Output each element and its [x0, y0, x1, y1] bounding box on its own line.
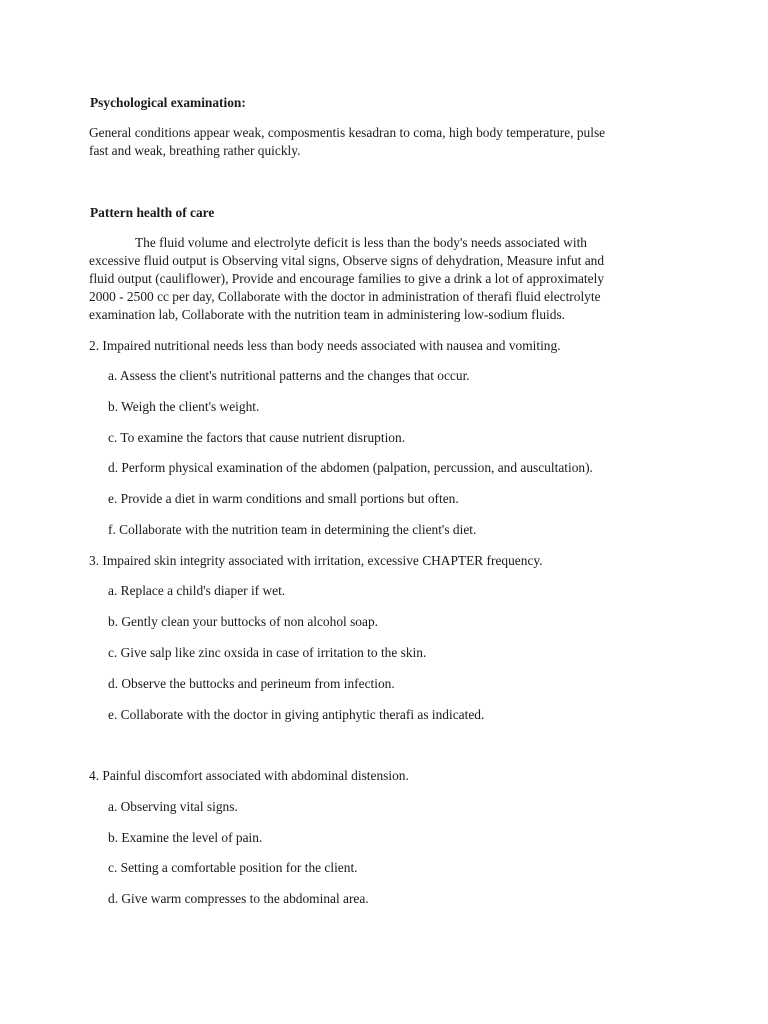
body-text-line: General conditions appear weak, composmentis kesadran to coma, high body temperature, pulse	[89, 125, 606, 140]
list-item: d. Observe the buttocks and perineum from infection.	[108, 676, 395, 691]
list-item: c. To examine the factors that cause nutrient disruption.	[108, 430, 406, 445]
list-item: e. Provide a diet in warm conditions and small portions but often.	[108, 491, 459, 506]
section-heading-psychological: Psychological examination:	[90, 95, 246, 110]
list-item: c. Give salp like zinc oxsida in case of irritation to the skin.	[108, 645, 427, 660]
list-item: a. Assess the client's nutritional patterns and the changes that occur.	[108, 368, 470, 383]
list-item: c. Setting a comfortable position for the client.	[108, 860, 358, 875]
body-text-line: The fluid volume and electrolyte deficit is less than the body's needs associated with	[135, 235, 587, 250]
body-text-line: fluid output (cauliflower), Provide and encourage families to give a drink a lot of approximately	[89, 271, 605, 286]
numbered-item-title: 4. Painful discomfort associated with abdominal distension.	[89, 768, 409, 783]
body-text-line: excessive fluid output is Observing vital signs, Observe signs of dehydration, Measure infut and	[89, 253, 605, 268]
list-item: a. Replace a child's diaper if wet.	[108, 583, 286, 598]
numbered-item-title: 2. Impaired nutritional needs less than body needs associated with nausea and vomiting.	[89, 338, 561, 353]
list-item: f. Collaborate with the nutrition team in determining the client's diet.	[108, 522, 477, 537]
body-text-line: 2000 - 2500 cc per day, Collaborate with the doctor in administration of therafi fluid electrolyte	[89, 289, 601, 304]
body-text-line: fast and weak, breathing rather quickly.	[89, 143, 301, 158]
body-text-line: examination lab, Collaborate with the nutrition team in administering low-sodium fluids.	[89, 307, 566, 322]
numbered-item-title: 3. Impaired skin integrity associated with irritation, excessive CHAPTER frequency.	[89, 553, 543, 568]
section-heading-pattern-health: Pattern health of care	[90, 205, 215, 220]
list-item: b. Weigh the client's weight.	[108, 399, 260, 414]
list-item: b. Gently clean your buttocks of non alcohol soap.	[108, 614, 378, 629]
list-item: a. Observing vital signs.	[108, 799, 238, 814]
list-item: d. Perform physical examination of the abdomen (palpation, percussion, and auscultation).	[108, 460, 593, 475]
list-item: b. Examine the level of pain.	[108, 830, 263, 845]
list-item: d. Give warm compresses to the abdominal area.	[108, 891, 369, 906]
list-item: e. Collaborate with the doctor in giving antiphytic therafi as indicated.	[108, 707, 485, 722]
